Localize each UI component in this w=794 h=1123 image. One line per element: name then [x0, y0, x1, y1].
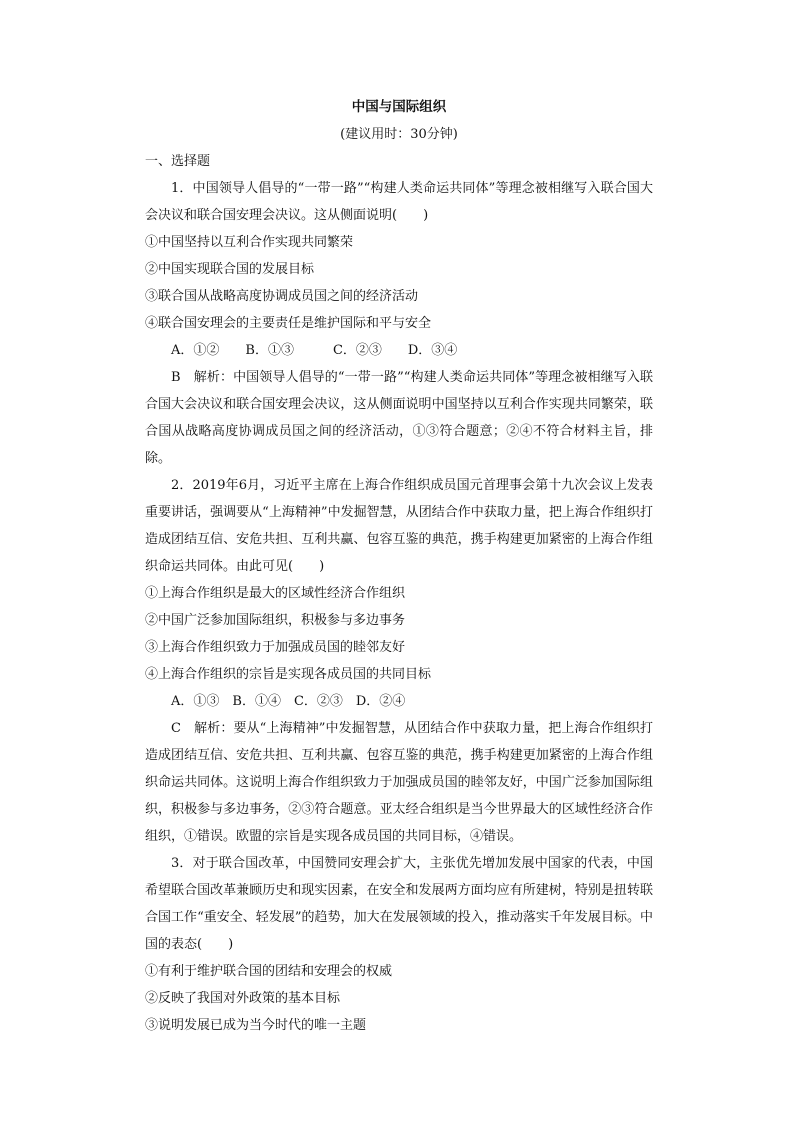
question-1-option: ④联合国安理会的主要责任是维护国际和平与安全: [145, 316, 432, 331]
question-2-option: ②中国广泛参加国际组织，积极参与多边事务: [145, 613, 406, 628]
question-1-option: ①中国坚持以互利合作实现共同繁荣: [145, 235, 354, 250]
question-2-choices: A．①③ B．①④ C．②③ D．②④: [171, 694, 406, 709]
question-2-answer: C 解析：要从“上海精神”中发掘智慧，从团结合作中获取力量，把上海合作组织打造成团结互信、安危共担、互利共赢、包容互鉴的典范，携手构建更加紧密的上海合作组织命运共同体。这说明上海合作组织致力于加强成员国的睦邻友好，中国广泛参加国际组织，积极参与多边事务，②③符合题意。亚太经合组织是当今世界最大的区域性经济合作组织，①错误。欧盟的宗旨是实现各成员国的共同目标，④错误。: [145, 721, 653, 844]
question-1-choices: A．①② B．①③ C．②③ D．③④: [171, 343, 458, 358]
question-2-stem: 2．2019年6月，习近平主席在上海合作组织成员国元首理事会第十九次会议上发表重要讲话，强调要从“上海精神”中发掘智慧，从团结合作中获取力量，把上海合作组织打造成团结互信、安危共担、互利共赢、包容互鉴的典范，携手构建更加紧密的上海合作组织命运共同体。由此可见( ): [145, 478, 653, 574]
document-title: 中国与国际组织: [351, 99, 447, 115]
question-2-option: ③上海合作组织致力于加强成员国的睦邻友好: [145, 640, 406, 655]
question-1-option: ③联合国从战略高度协调成员国之间的经济活动: [145, 289, 419, 304]
question-1-answer: B 解析：中国领导人倡导的“一带一路”“构建人类命运共同体”等理念被相继写入联合国大会决议和联合国安理会决议，这从侧面说明中国坚持以互利合作实现共同繁荣，联合国从战略高度协调成员国之间的经济活动，①③符合题意；②④不符合材料主旨，排除。: [145, 370, 653, 466]
section-heading: 一、选择题: [145, 154, 211, 169]
question-1-stem: 1．中国领导人倡导的“一带一路”“构建人类命运共同体”等理念被相继写入联合国大会决议和联合国安理会决议。这从侧面说明( ): [145, 181, 653, 223]
document-content: [145, 94, 653, 1039]
question-3-option: ③说明发展已成为当今时代的唯一主题: [145, 1018, 367, 1033]
question-3-option: ②反映了我国对外政策的基本目标: [145, 991, 341, 1006]
question-3-stem: 3．对于联合国改革，中国赞同安理会扩大，主张优先增加发展中国家的代表，中国希望联合国改革兼顾历史和现实因素，在安全和发展两方面均应有所建树，特别是扭转联合国工作“重安全、轻发展”的趋势，加大在发展领域的投入，推动落实千年发展目标。中国的表态( ): [145, 856, 653, 952]
question-2-option: ①上海合作组织是最大的区域性经济合作组织: [145, 586, 406, 601]
question-3-option: ①有利于维护联合国的团结和安理会的权威: [145, 964, 393, 979]
time-suggestion: (建议用时：30分钟): [340, 127, 458, 142]
question-2-option: ④上海合作组织的宗旨是实现各成员国的共同目标: [145, 667, 432, 682]
question-1-option: ②中国实现联合国的发展目标: [145, 262, 315, 277]
